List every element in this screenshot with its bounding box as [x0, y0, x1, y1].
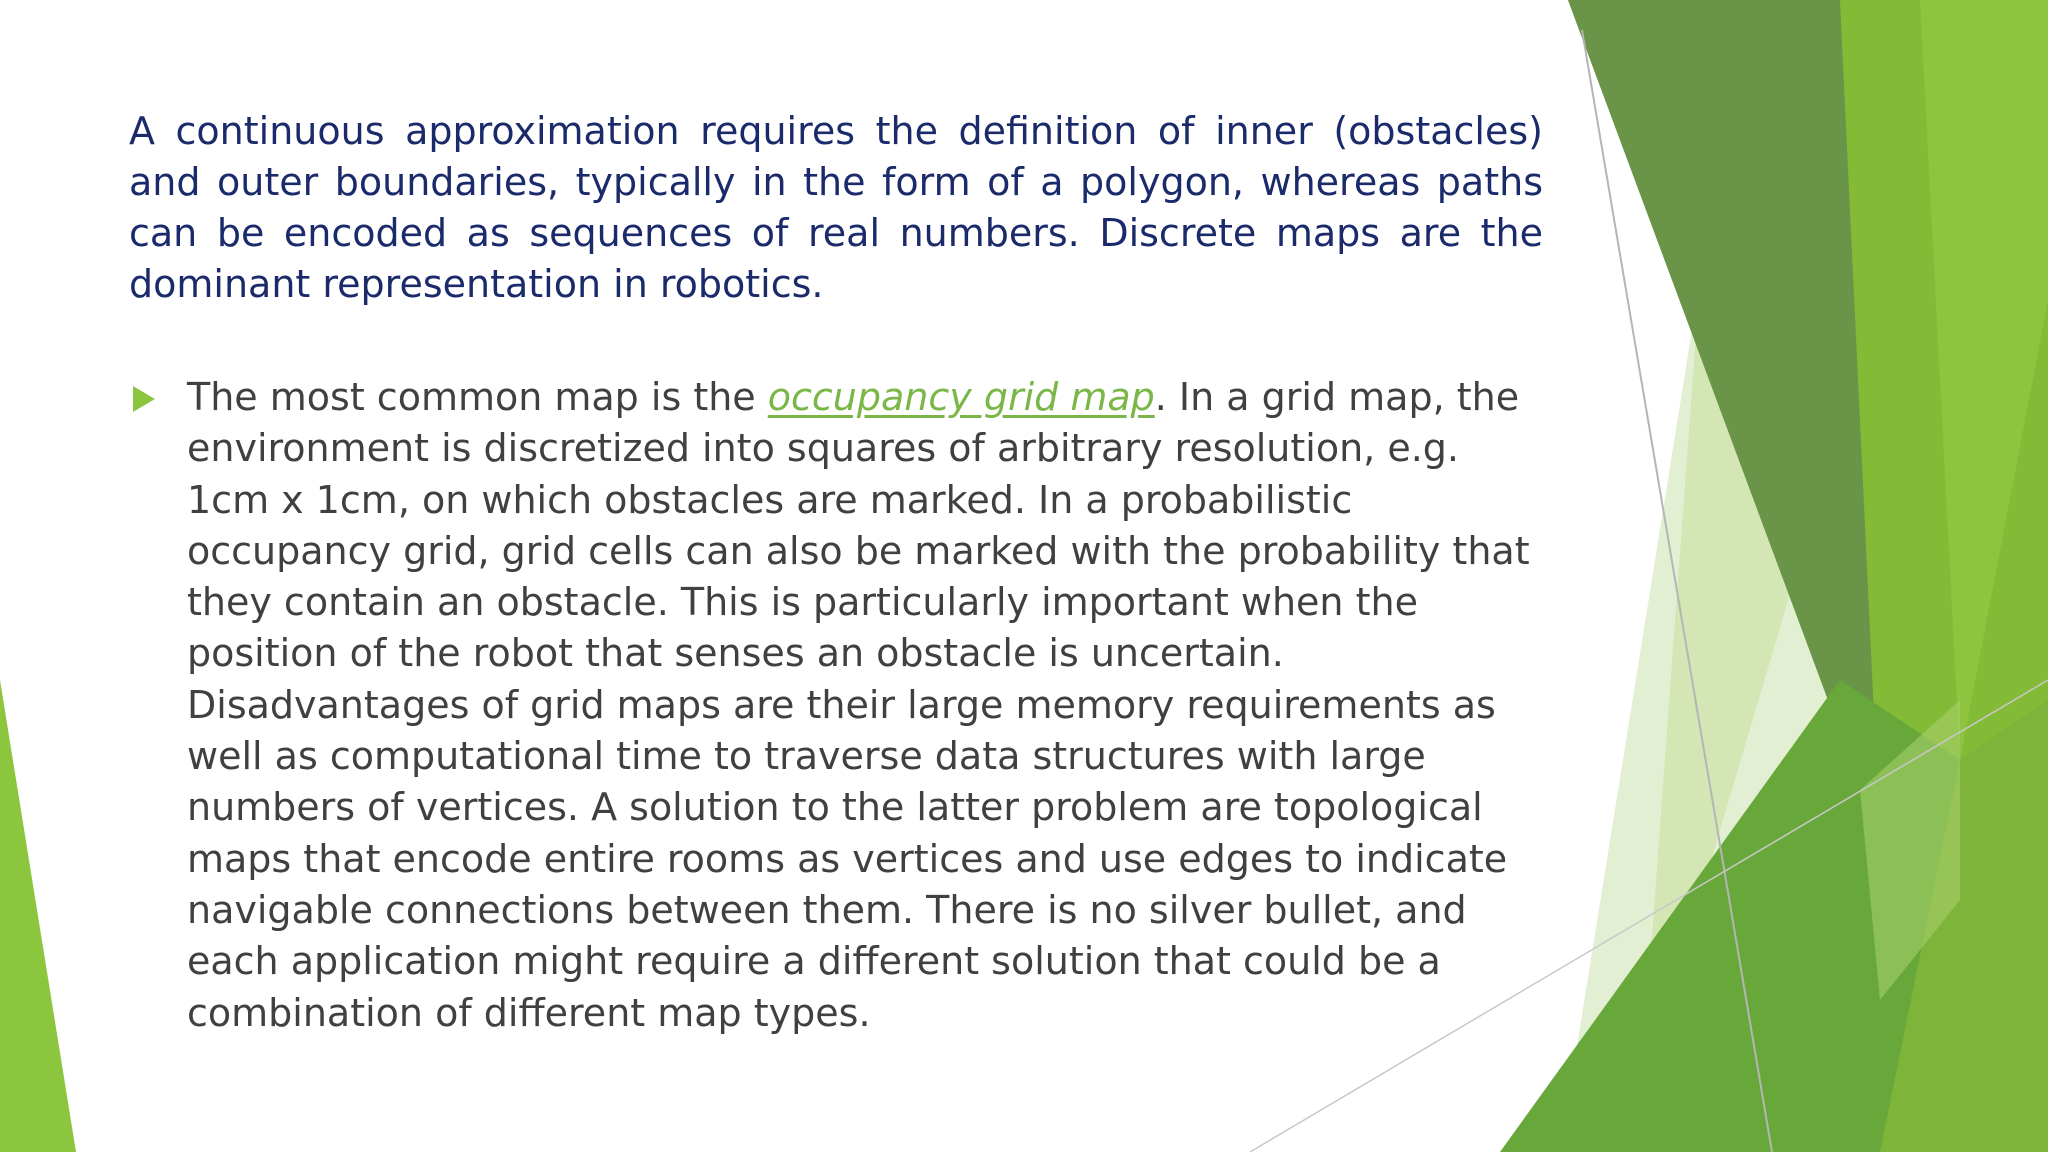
occupancy-grid-map-link[interactable]: occupancy grid map [767, 375, 1155, 419]
bullet-item [129, 372, 1549, 1039]
bullet-text-after-link: . In a grid map, the environment is discretized into squares of arbitrary resolution, e.g. 1cm x 1cm, on which obstacles are marked. In a probabilistic occupancy grid, grid cells can also be marked with the probability that they contain an obstacle. This is particularly important when the position of the robot that senses an obstacle is uncertain. Disadvantages of grid maps are their large memory requirements as well as computational time to traverse data structures with large numbers of vertices. A solution to the latter problem are topological maps that encode entire rooms as vertices and use edges to indicate navigable connections between them. There is no silver bullet, and each application might require a different solution that could be a combination of different map types. [187, 375, 1530, 1035]
intro-paragraph: A continuous approximation requires the definition of inner (obstacles) and outer boundaries, typically in the form of a polygon, whereas paths can be encoded as sequences of real numbers. Discrete maps are the dominant representation in robotics. [129, 109, 1543, 306]
triangle-bullet-icon [133, 386, 155, 412]
left-green-sliver [0, 680, 76, 1152]
bullet-text-before-link: The most common map is the [187, 375, 768, 419]
bullet-text [187, 372, 1549, 1039]
